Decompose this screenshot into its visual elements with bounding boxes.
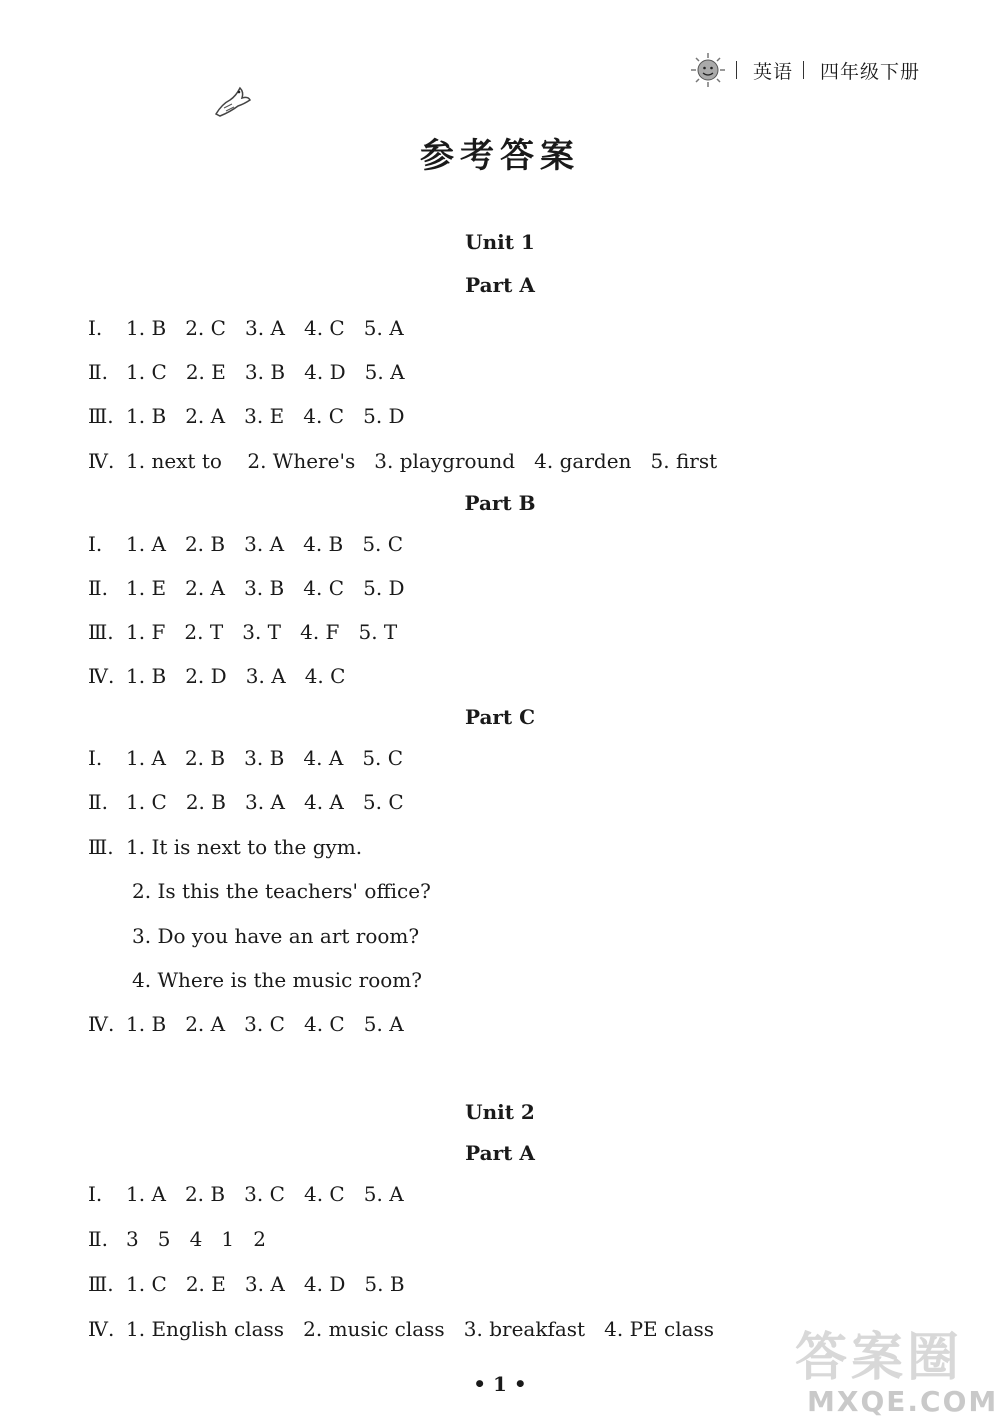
answer-line [88,1182,404,1206]
answer-line [88,1317,714,1341]
answer-line [88,316,404,340]
answer-text: 1. C 2. E 3. A 4. D 5. B [126,1272,405,1296]
section-number: Ⅰ. [88,532,103,556]
answer-text: 2. Is this the teachers' office? [132,879,431,903]
answer-text: 1. B 2. A 3. C 4. C 5. A [126,1012,404,1036]
section-number: Ⅱ. [88,1227,108,1251]
header-subject: 英语 [753,60,794,83]
answer-line [88,449,717,473]
answer-line [88,1272,405,1296]
watermark-logo-text: 答案圈 [795,1328,964,1388]
answer-text: 3. Do you have an art room? [132,924,420,948]
answer-text: 1. E 2. A 3. B 4. C 5. D [126,576,405,600]
answer-line [88,1012,404,1036]
answer-text: 4. Where is the music room? [132,968,422,992]
answer-text: 1. C 2. B 3. A 4. A 5. C [126,790,404,814]
section-number: Ⅳ. [88,1012,115,1036]
section-number: Ⅰ. [88,1182,103,1206]
header-divider [803,61,804,79]
answer-line [88,360,405,384]
section-number: Ⅳ. [88,1317,115,1341]
answer-line [88,746,403,770]
section-number: Ⅱ. [88,360,108,384]
answer-text: 1. next to 2. Where's 3. playground 4. garden 5. first [126,449,718,473]
answer-text: 1. B 2. A 3. E 4. C 5. D [126,404,405,428]
part-title: Part C [464,705,536,729]
section-number: Ⅲ. [88,404,114,428]
answer-text: 3 5 4 1 2 [126,1227,266,1251]
part-title: Part A [465,1141,535,1165]
section-number: Ⅲ. [88,835,114,859]
section-number: Ⅱ. [88,790,108,814]
part-title: Part B [464,491,536,515]
answer-text: 1. A 2. B 3. C 4. C 5. A [126,1182,404,1206]
answer-line [88,790,404,814]
watermark-url: MXQE.COM [807,1385,999,1418]
section-number: Ⅰ. [88,316,103,340]
page-header [690,52,920,88]
sun-icon [690,52,726,88]
section-number: Ⅳ. [88,664,115,688]
bird-icon [210,78,254,122]
answer-text: 1. F 2. T 3. T 4. F 5. T [126,620,398,644]
section-number: Ⅳ. [88,449,115,473]
section-number: Ⅰ. [88,746,103,770]
answer-line [88,576,405,600]
answer-text: 1. A 2. B 3. A 4. B 5. C [126,532,404,556]
answer-line [88,532,403,556]
unit-title: Unit 1 [465,230,535,254]
answer-line [88,835,362,859]
page-number: • 1 • [473,1372,527,1396]
section-number: Ⅲ. [88,620,114,644]
header-grade: 四年级下册 [820,60,921,83]
answer-line [88,1227,266,1251]
answer-text: 1. C 2. E 3. B 4. D 5. A [126,360,405,384]
answer-text: 1. B 2. C 3. A 4. C 5. A [126,316,404,340]
watermark [795,1305,999,1425]
part-title: Part A [465,273,535,297]
answer-text: 1. A 2. B 3. B 4. A 5. C [126,746,404,770]
answer-text: 1. English class 2. music class 3. breakfast 4. PE class [126,1317,715,1341]
answer-line [88,620,397,644]
answer-text: 1. It is next to the gym. [126,835,363,859]
answer-text: 1. B 2. D 3. A 4. C [126,664,346,688]
unit-title: Unit 2 [465,1100,535,1124]
header-divider [736,61,737,79]
section-number: Ⅱ. [88,576,108,600]
page-title: 参考答案 [420,136,580,176]
answer-line [88,404,405,428]
section-number: Ⅲ. [88,1272,114,1296]
answer-line [88,664,345,688]
